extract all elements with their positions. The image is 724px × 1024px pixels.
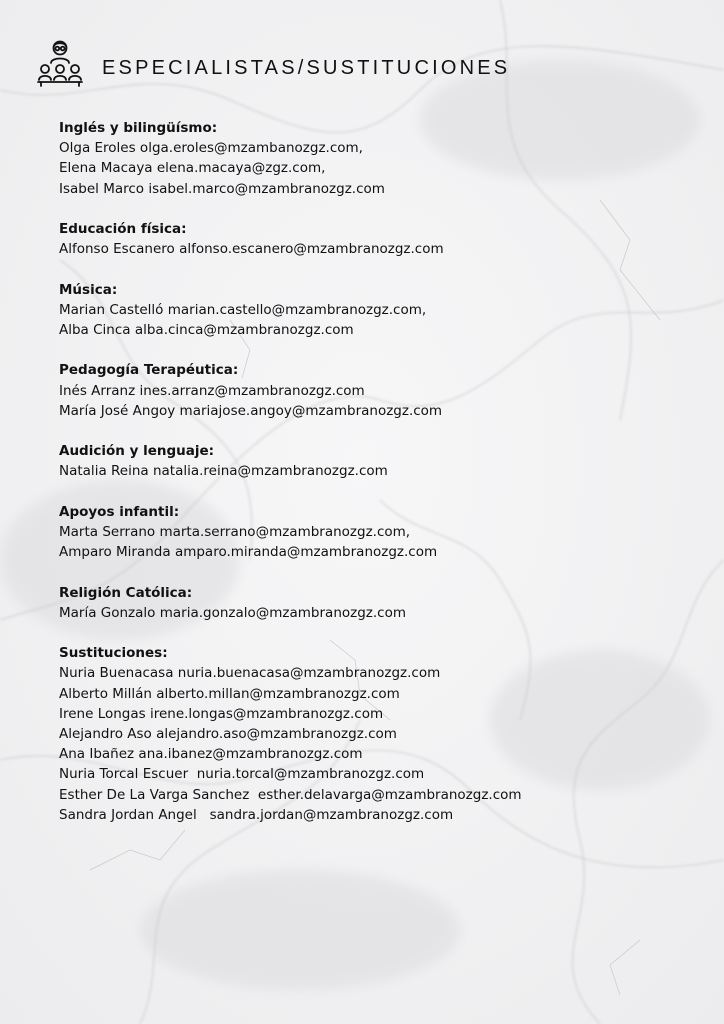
section-title: Sustituciones: [59, 645, 168, 662]
section-religion-catolica [59, 583, 699, 623]
contact-entry: Nuria Torcal Escuer nuria.torcal@mzambranozgz.com [59, 766, 425, 783]
contact-entry: María Gonzalo maria.gonzalo@mzambranozgz.com [59, 604, 406, 621]
contact-entry: Isabel Marco isabel.marco@mzambranozgz.com [59, 180, 385, 197]
section-pedagogia-terapeutica [59, 360, 699, 421]
contact-entry: Natalia Reina natalia.reina@mzambranozgz.com [59, 463, 388, 480]
section-ingles [59, 118, 699, 199]
contact-entry: Nuria Buenacasa nuria.buenacasa@mzambranozgz.com [59, 665, 441, 682]
contact-entry: Alfonso Escanero alfonso.escanero@mzambranozgz.com [59, 241, 444, 258]
contact-entry: Sandra Jordan Angel sandra.jordan@mzambranozgz.com [59, 806, 454, 823]
contact-entry: Irene Longas irene.longas@mzambranozgz.com [59, 705, 384, 722]
section-title: Música: [59, 281, 118, 298]
contact-entry: Alberto Millán alberto.millan@mzambranozgz.com [59, 685, 400, 702]
contact-entry: María José Angoy mariajose.angoy@mzambranozgz.com [59, 402, 443, 419]
contact-entry: Esther De La Varga Sanchez esther.delavarga@mzambranozgz.com [59, 786, 522, 803]
section-title: Audición y lenguaje: [59, 443, 215, 460]
section-educacion-fisica [59, 219, 699, 259]
teacher-students-icon [36, 39, 84, 87]
section-audicion-lenguaje [59, 441, 699, 481]
contact-entry: Marta Serrano marta.serrano@mzambranozgz.com, [59, 523, 411, 540]
page-header [36, 38, 510, 88]
section-title: Pedagogía Terapéutica: [59, 362, 239, 379]
section-title: Apoyos infantil: [59, 503, 180, 520]
contact-entry: Ana Ibañez ana.ibanez@mzambranozgz.com [59, 746, 363, 763]
section-apoyos-infantil [59, 502, 699, 563]
section-title: Religión Católica: [59, 584, 193, 601]
section-sustituciones [59, 643, 699, 825]
contact-entry: Alba Cinca alba.cinca@mzambranozgz.com [59, 322, 354, 338]
specialists-list [59, 118, 699, 845]
section-title: Educación física: [59, 221, 187, 237]
section-title: Inglés y bilingüísmo: [59, 120, 218, 136]
contact-entry: Marian Castelló marian.castello@mzambranozgz.com, [59, 301, 427, 318]
contact-entry: Amparo Miranda amparo.miranda@mzambranozgz.com [59, 544, 438, 561]
contact-entry: Alejandro Aso alejandro.aso@mzambranozgz.com [59, 725, 397, 742]
contact-entry: Elena Macaya elena.macaya@zgz.com, [59, 160, 326, 177]
contact-entry: Olga Eroles olga.eroles@mzambanozgz.com, [59, 140, 363, 157]
page-title: ESPECIALISTAS/SUSTITUCIONES [102, 56, 511, 79]
section-musica [59, 280, 699, 341]
contact-entry: Inés Arranz ines.arranz@mzambranozgz.com [59, 382, 365, 399]
